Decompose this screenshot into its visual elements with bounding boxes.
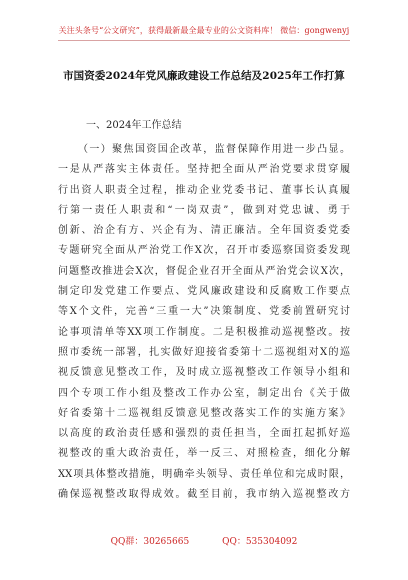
body-line: 论事项清单等XX项工作制度。二是积极推动巡视整改。按 — [58, 326, 350, 338]
section-heading: 一、2024年工作总结 — [86, 120, 182, 131]
header-divider — [58, 40, 350, 41]
body-line: 专题研究全面从严治党工作X次，召开市委巡察国资委发现 — [58, 245, 350, 257]
body-text — [58, 140, 350, 505]
footer-qq: QQ：535304092 — [222, 537, 298, 547]
body-line: 制定印发党建工作要点、党风廉政建设和反腐败工作要点 — [58, 286, 350, 298]
body-line: XX项具体整改措施，明确牵头领导、责任单位和完成时限， — [58, 468, 350, 480]
body-line: 等X个文件，完善“三重一大”决策制度、党委前置研究讨 — [58, 306, 350, 318]
body-line: 创新、治企有方、兴企有为、清正廉洁。全年国资委党委 — [58, 225, 350, 237]
body-line: 行第一责任人职责和“一岗双责”，做到对党忠诚、勇于 — [58, 204, 350, 216]
body-line: 以高度的政治责任感和强烈的责任担当，全面扛起抓好巡 — [58, 428, 350, 440]
body-line: 确保巡视整改取得成效。截至目前，我市纳入巡视整改方 — [58, 489, 350, 501]
footer-contact — [0, 536, 408, 548]
header-banner: 关注头条号“公文研究”，获得最新最全最专业的公文资料库！ 微信：gongwenyj — [58, 26, 350, 35]
body-line: 好省委第十二巡视组反馈意见整改落实工作的实施方案》 — [58, 407, 350, 419]
body-line: （一）聚焦国资国企改革，监督保障作用进一步凸显。 — [78, 144, 350, 155]
body-line: 照市委统一部署，扎实做好迎接省委第十二巡视组对X的巡 — [58, 346, 350, 358]
body-line: 四个专项工作小组及整改工作办公室，制定出台《关于做 — [58, 387, 350, 399]
document-title: 市国资委2024年党风廉政建设工作总结及2025年工作打算 — [63, 70, 345, 82]
body-line: 一是从严落实主体责任。坚持把全面从严治党要求贯穿履 — [58, 164, 350, 176]
body-line: 行出资人职责全过程，推动企业党委书记、董事长认真履 — [58, 184, 350, 196]
body-line: 问题整改推进会X次，督促企业召开全面从严治党会议X次， — [58, 265, 350, 277]
body-line: 视反馈意见整改工作，及时成立巡视整改工作领导小组和 — [58, 367, 350, 379]
body-line: 视整改的重大政治责任，举一反三、对照检查，细化分解 — [58, 448, 350, 460]
footer-qq-group: QQ群：30265665 — [110, 537, 190, 547]
